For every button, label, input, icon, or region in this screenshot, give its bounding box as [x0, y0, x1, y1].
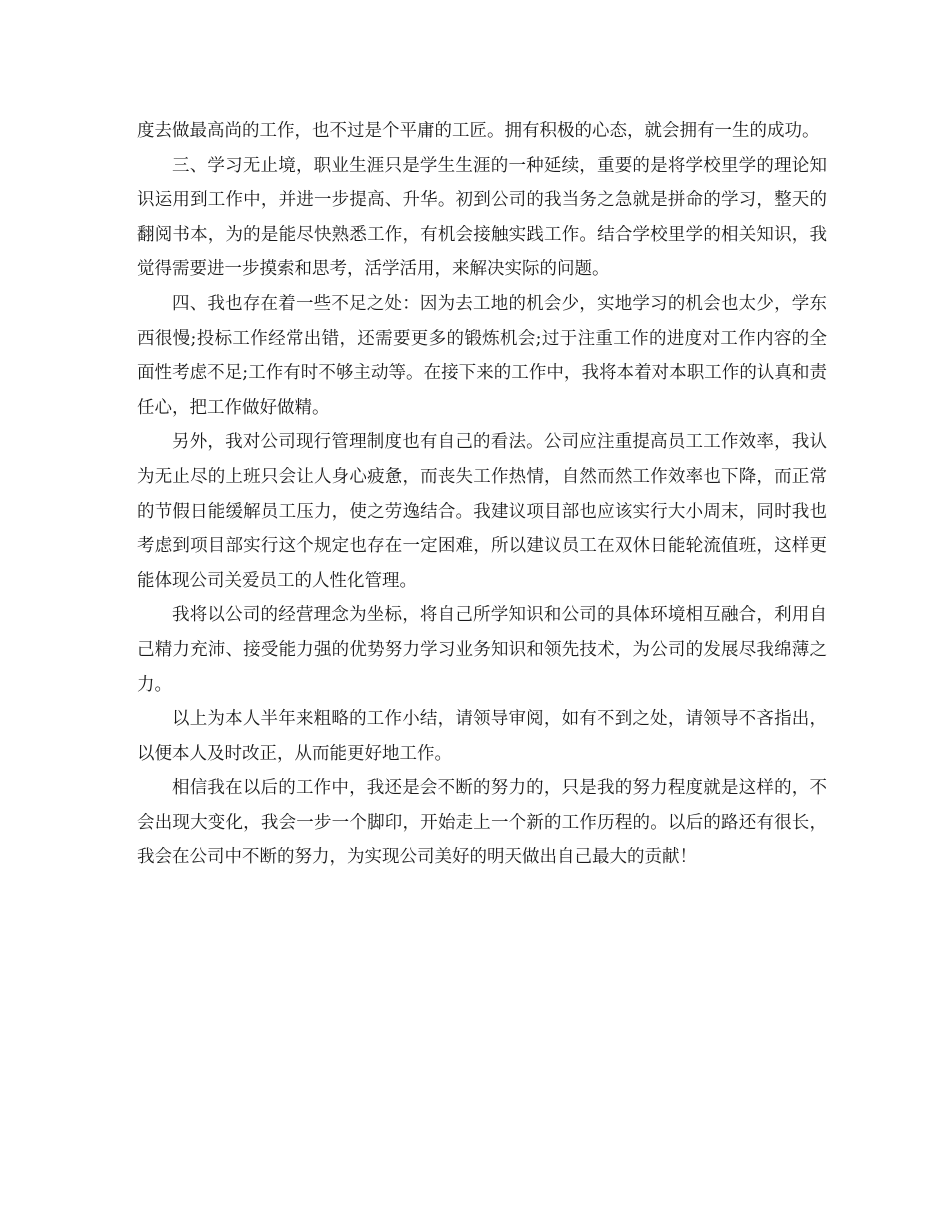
paragraph-commitment: 我将以公司的经营理念为坐标，将自己所学知识和公司的具体环境相互融合，利用自己精力充沛、接受能力强的优势努力学习业务知识和领先技术，为公司的发展尽我绵薄之力。	[137, 605, 827, 695]
paragraph-shortcomings: 四、我也存在着一些不足之处：因为去工地的机会少，实地学习的机会也太少，学东西很慢;投标工作经常出错，还需要更多的锻炼机会;过于注重工作的进度对工作内容的全面性考虑不足;工作有时不够主动等。在接下来的工作中，我将本着对本职工作的认真和责任心，把工作做好做精。	[137, 293, 827, 418]
paragraph-continuation: 度去做最高尚的工作，也不过是个平庸的工匠。拥有积极的心态，就会拥有一生的成功。	[137, 121, 820, 141]
paragraph-closing: 相信我在以后的工作中，我还是会不断的努力的，只是我的努力程度就是这样的，不会出现大变化，我会一步一个脚印，开始走上一个新的工作历程的。以后的路还有很长，我会在公司中不断的努力，为实现公司美好的明天做出自己最大的贡献！	[137, 778, 827, 868]
paragraph-summary-request: 以上为本人半年来粗略的工作小结，请领导审阅，如有不到之处，请领导不吝指出，以便本人及时改正，从而能更好地工作。	[137, 709, 827, 764]
paragraph-management-views: 另外，我对公司现行管理制度也有自己的看法。公司应注重提高员工工作效率，我认为无止尽的上班只会让人身心疲惫，而丧失工作热情，自然而然工作效率也下降，而正常的节假日能缓解员工压力，使之劳逸结合。我建议项目部也应该实行大小周末，同时我也考虑到项目部实行这个规定也存在一定困难，所以建议员工在双休日能轮流值班，这样更能体现公司关爱员工的人性化管理。	[137, 432, 827, 591]
document-body	[137, 114, 827, 875]
paragraph-learning: 三、学习无止境，职业生涯只是学生生涯的一种延续，重要的是将学校里学的理论知识运用到工作中，并进一步提高、升华。初到公司的我当务之急就是拼命的学习，整天的翻阅书本，为的是能尽快熟悉工作，有机会接触实践工作。结合学校里学的相关知识，我觉得需要进一步摸索和思考，活学活用，来解决实际的问题。	[137, 155, 827, 280]
